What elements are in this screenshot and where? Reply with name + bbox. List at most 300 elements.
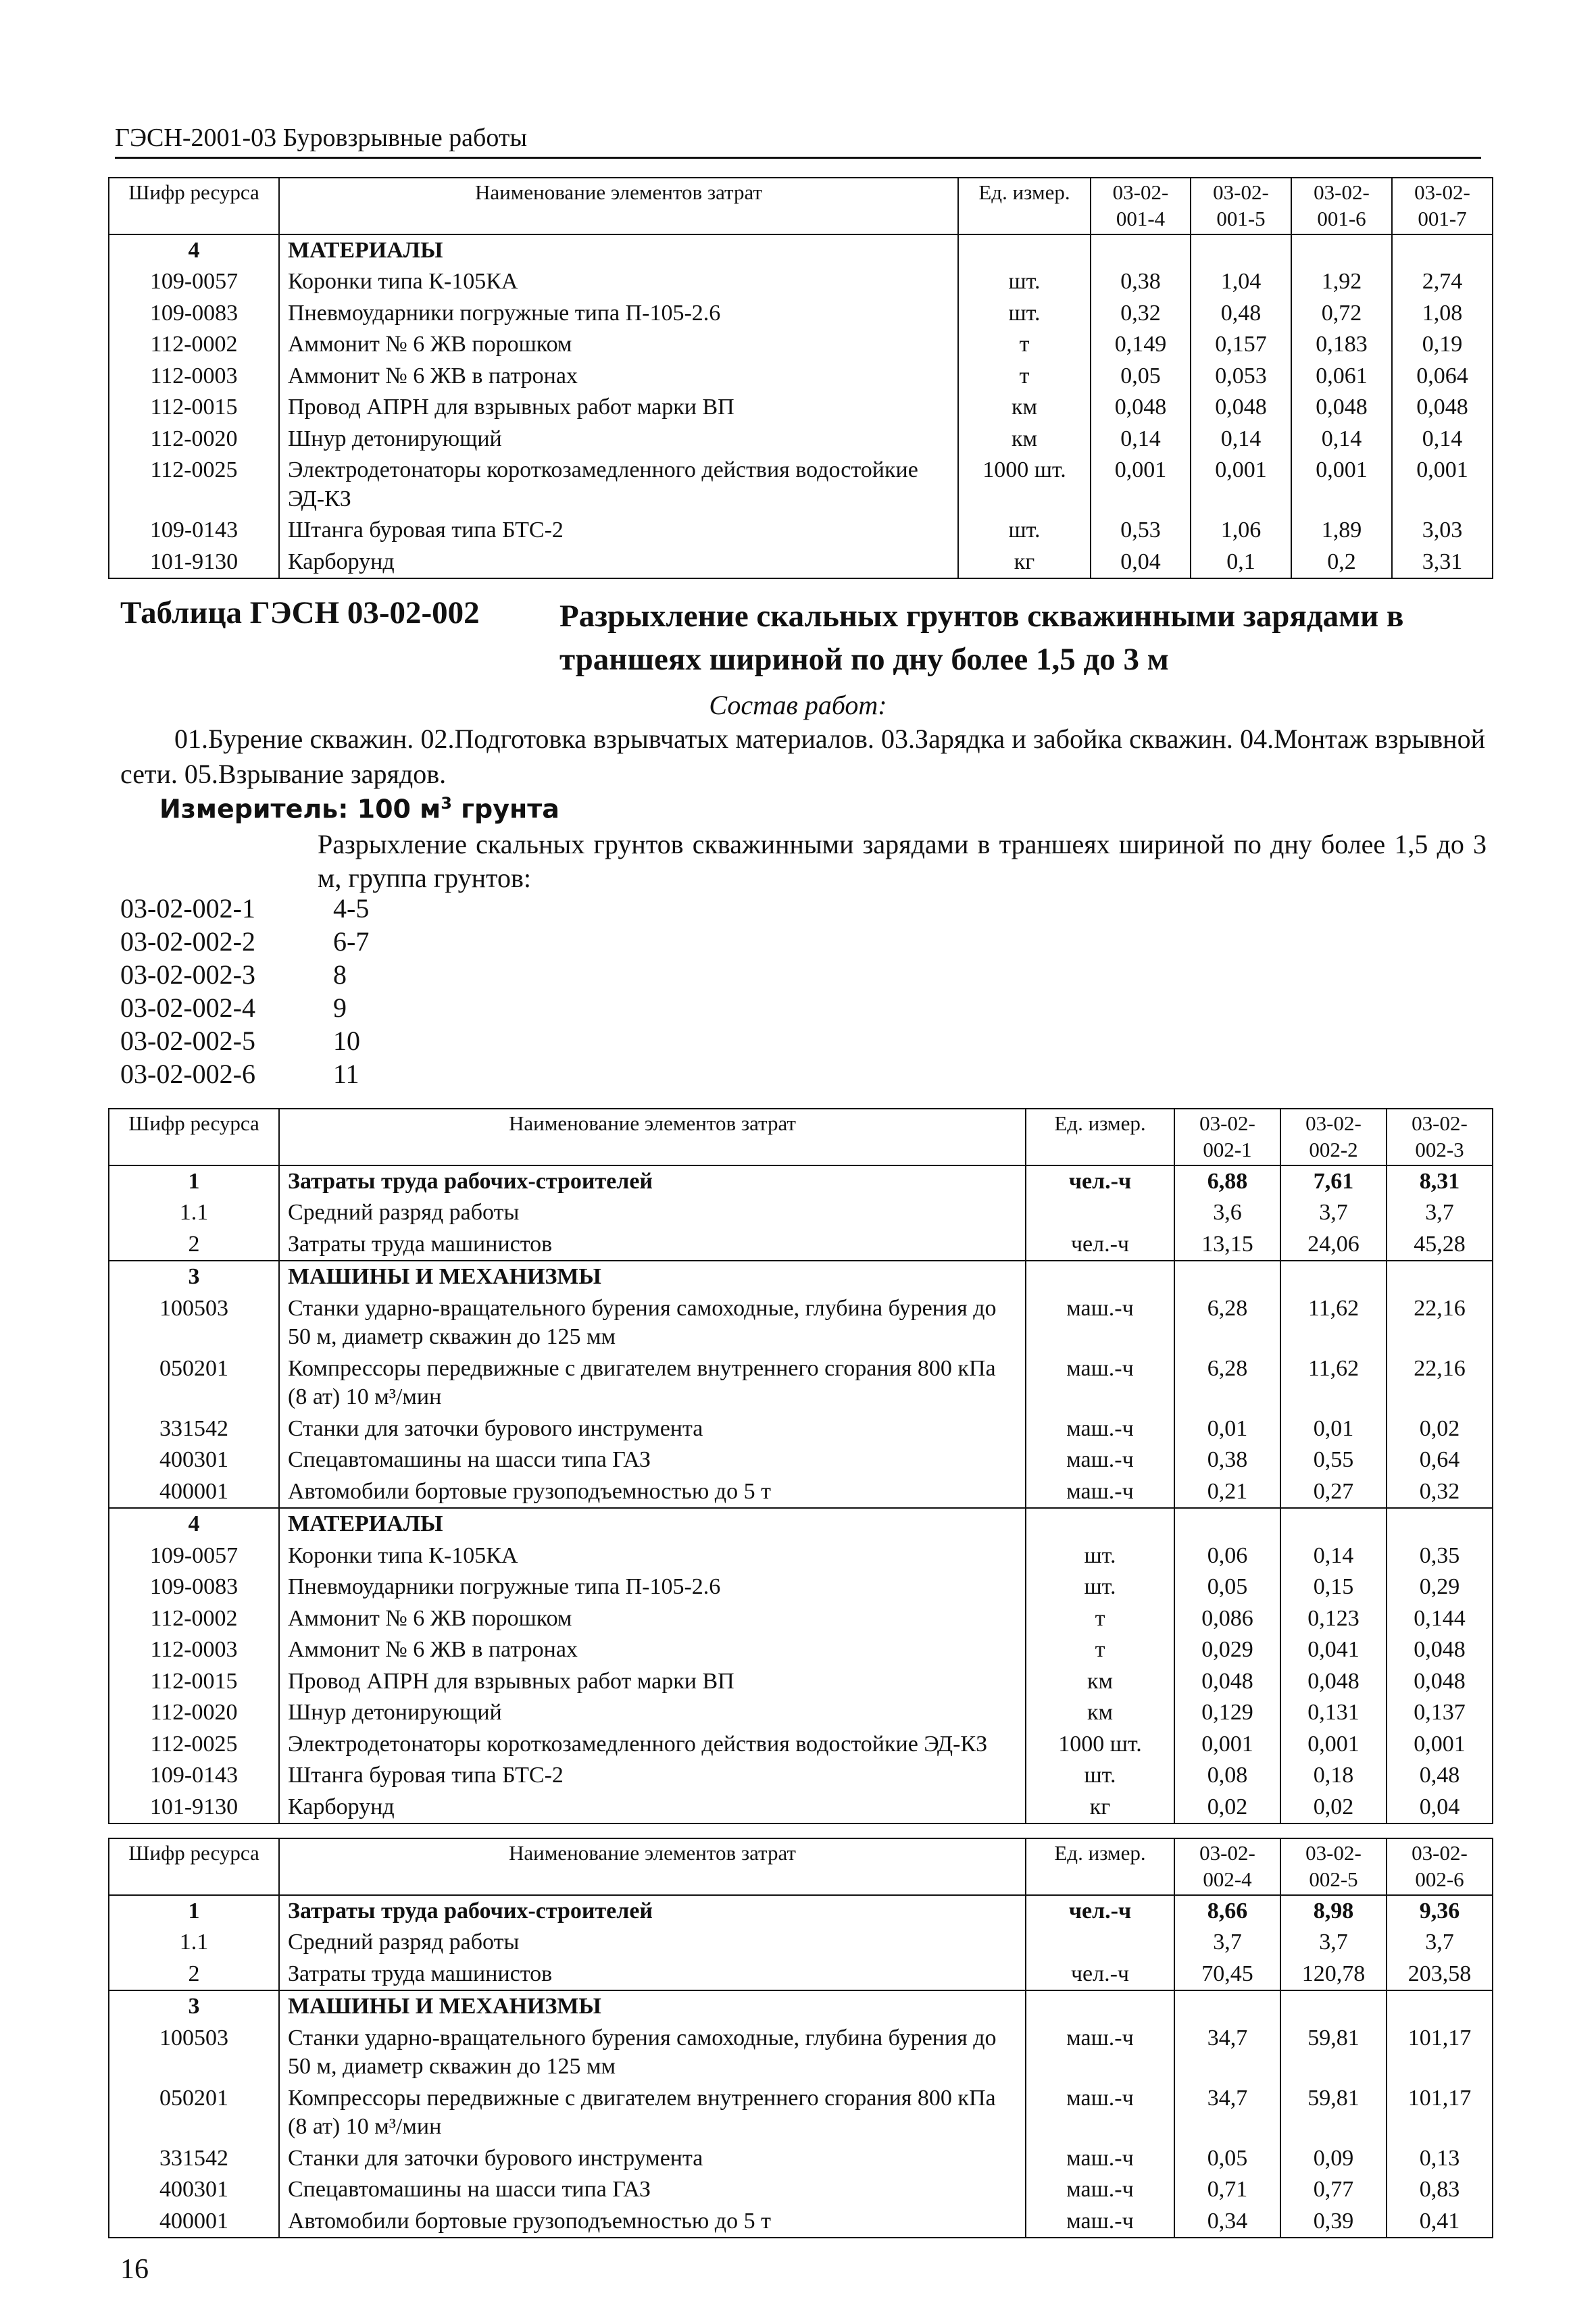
table-row: [109, 1571, 1493, 1603]
value-cell: 0,048: [1280, 1666, 1387, 1698]
table-row: [109, 455, 1493, 515]
unit-cell: т: [1026, 1603, 1174, 1635]
measure-sup: 3: [441, 794, 452, 813]
column-header: 03-02-002-4: [1174, 1838, 1280, 1895]
value-cell: 0,35: [1387, 1540, 1493, 1572]
table-row: [109, 1729, 1493, 1761]
value-cell: 3,7: [1280, 1927, 1387, 1959]
table-row: [109, 361, 1493, 393]
value-cell: 3,7: [1174, 1927, 1280, 1959]
cost-element-name: Автомобили бортовые грузоподъемностью до 5 т: [279, 2206, 1026, 2238]
value-cell: 3,03: [1392, 515, 1493, 547]
variant-row: [120, 892, 369, 925]
table-header-row: [109, 178, 1493, 234]
value-cell: [1091, 234, 1191, 267]
value-cell: [1392, 234, 1493, 267]
value-cell: 0,053: [1191, 361, 1291, 393]
value-cell: 0,15: [1280, 1571, 1387, 1603]
value-cell: 0,1: [1191, 547, 1291, 579]
variant-value: 10: [333, 1026, 360, 1056]
resource-code: 400001: [109, 2206, 279, 2238]
value-cell: 0,64: [1387, 1444, 1493, 1476]
value-cell: 0,048: [1091, 392, 1191, 424]
variant-value: 6-7: [333, 926, 370, 957]
value-cell: 6,88: [1174, 1165, 1280, 1198]
value-cell: 0,086: [1174, 1603, 1280, 1635]
column-header: Ед. измер.: [1026, 1109, 1174, 1165]
column-header: 03-02-002-3: [1387, 1109, 1493, 1165]
unit-cell: кг: [958, 547, 1091, 579]
value-cell: 0,05: [1091, 361, 1191, 393]
variant-value: 11: [333, 1059, 359, 1089]
value-cell: [1280, 1990, 1387, 2023]
value-cell: 0,29: [1387, 1571, 1493, 1603]
cost-element-name: Пневмоударники погружные типа П-105-2.6: [279, 1571, 1026, 1603]
resource-code: 4: [109, 234, 279, 267]
value-cell: 6,28: [1174, 1353, 1280, 1413]
value-cell: 0,02: [1387, 1413, 1493, 1445]
value-cell: 9,36: [1387, 1895, 1493, 1928]
value-cell: 8,98: [1280, 1895, 1387, 1928]
resource-code: 1.1: [109, 1927, 279, 1959]
unit-cell: [958, 234, 1091, 267]
unit-cell: чел.-ч: [1026, 1229, 1174, 1261]
cost-element-name: МАТЕРИАЛЫ: [279, 1508, 1026, 1540]
unit-cell: км: [958, 392, 1091, 424]
value-cell: 0,001: [1387, 1729, 1493, 1761]
value-cell: 0,19: [1392, 329, 1493, 361]
variant-code: 03-02-002-2: [120, 926, 255, 957]
value-cell: 22,16: [1387, 1293, 1493, 1353]
value-cell: 0,41: [1387, 2206, 1493, 2238]
column-header: 03-02-001-6: [1291, 178, 1392, 234]
table-row: [109, 1603, 1493, 1635]
unit-cell: шт.: [958, 266, 1091, 298]
resource-code: 3: [109, 1261, 279, 1293]
cost-element-name: МАШИНЫ И МЕХАНИЗМЫ: [279, 1261, 1026, 1293]
column-header: Шифр ресурса: [109, 1838, 279, 1895]
value-cell: 0,157: [1191, 329, 1291, 361]
resource-code: 112-0015: [109, 392, 279, 424]
cost-element-name: Шнур детонирующий: [279, 424, 958, 455]
value-cell: [1191, 234, 1291, 267]
value-cell: 101,17: [1387, 2023, 1493, 2083]
table-row: [109, 1895, 1493, 1928]
value-cell: 0,06: [1174, 1540, 1280, 1572]
value-cell: 0,83: [1387, 2174, 1493, 2206]
value-cell: 0,09: [1280, 2143, 1387, 2175]
variant-code: 03-02-002-5: [120, 1026, 255, 1056]
table-row: [109, 1760, 1493, 1792]
unit-cell: маш.-ч: [1026, 1476, 1174, 1509]
variant-row: [120, 991, 369, 1024]
cost-element-name: Коронки типа К-105КА: [279, 1540, 1026, 1572]
resource-table-1: [108, 177, 1493, 579]
resource-code: 050201: [109, 2083, 279, 2143]
unit-cell: шт.: [1026, 1540, 1174, 1572]
column-header: 03-02-001-5: [1191, 178, 1291, 234]
table-row: [109, 1666, 1493, 1698]
cost-element-name: Средний разряд работы: [279, 1927, 1026, 1959]
resource-table-2: [108, 1108, 1493, 1824]
unit-cell: маш.-ч: [1026, 2023, 1174, 2083]
value-cell: 0,029: [1174, 1634, 1280, 1666]
value-cell: 120,78: [1280, 1959, 1387, 1991]
column-header: Шифр ресурса: [109, 1109, 279, 1165]
value-cell: 0,55: [1280, 1444, 1387, 1476]
value-cell: [1174, 1990, 1280, 2023]
table-row: [109, 392, 1493, 424]
measure-prefix: Измеритель: 100 м: [159, 794, 441, 824]
value-cell: 70,45: [1174, 1959, 1280, 1991]
unit-cell: км: [1026, 1697, 1174, 1729]
cost-element-name: Спецавтомашины на шасси типа ГАЗ: [279, 1444, 1026, 1476]
resource-code: 400001: [109, 1476, 279, 1509]
value-cell: 0,48: [1387, 1760, 1493, 1792]
column-header: Наименование элементов затрат: [279, 1838, 1026, 1895]
table-row: [109, 329, 1493, 361]
value-cell: 0,32: [1091, 298, 1191, 330]
unit-cell: чел.-ч: [1026, 1959, 1174, 1991]
table-row: [109, 515, 1493, 547]
cost-element-name: Штанга буровая типа БТС-2: [279, 515, 958, 547]
value-cell: 0,144: [1387, 1603, 1493, 1635]
value-cell: 0,064: [1392, 361, 1493, 393]
value-cell: [1174, 1261, 1280, 1293]
value-cell: 0,18: [1280, 1760, 1387, 1792]
value-cell: 3,7: [1280, 1197, 1387, 1229]
value-cell: 8,66: [1174, 1895, 1280, 1928]
table-row: [109, 1353, 1493, 1413]
table-row: [109, 1197, 1493, 1229]
resource-code: 4: [109, 1508, 279, 1540]
table-row: [109, 1165, 1493, 1198]
table-row: [109, 2083, 1493, 2143]
value-cell: 0,21: [1174, 1476, 1280, 1509]
value-cell: 7,61: [1280, 1165, 1387, 1198]
resource-code: 109-0057: [109, 266, 279, 298]
resource-code: 109-0143: [109, 515, 279, 547]
cost-element-name: Аммонит № 6 ЖВ порошком: [279, 1603, 1026, 1635]
value-cell: 0,39: [1280, 2206, 1387, 2238]
value-cell: 6,28: [1174, 1293, 1280, 1353]
unit-cell: [1026, 1990, 1174, 2023]
cost-element-name: Шнур детонирующий: [279, 1697, 1026, 1729]
value-cell: 0,001: [1174, 1729, 1280, 1761]
column-header: 03-02-002-2: [1280, 1109, 1387, 1165]
unit-cell: чел.-ч: [1026, 1165, 1174, 1198]
variant-value: 8: [333, 959, 347, 990]
value-cell: 0,048: [1387, 1634, 1493, 1666]
variant-code: 03-02-002-6: [120, 1059, 255, 1089]
column-header: Шифр ресурса: [109, 178, 279, 234]
value-cell: 0,048: [1392, 392, 1493, 424]
unit-cell: кг: [1026, 1792, 1174, 1824]
value-cell: 1,04: [1191, 266, 1291, 298]
table-row: [109, 1990, 1493, 2023]
cost-element-name: Электродетонаторы короткозамедленного действия водостойкие ЭД-КЗ: [279, 1729, 1026, 1761]
resource-code: 1: [109, 1895, 279, 1928]
resource-code: 2: [109, 1959, 279, 1991]
value-cell: 0,05: [1174, 1571, 1280, 1603]
value-cell: 3,7: [1387, 1927, 1493, 1959]
table-header-row: [109, 1838, 1493, 1895]
value-cell: 1,06: [1191, 515, 1291, 547]
cost-element-name: Компрессоры передвижные с двигателем внутреннего сгорания 800 кПа (8 ат) 10 м³/мин: [279, 2083, 1026, 2143]
value-cell: 1,92: [1291, 266, 1392, 298]
resource-code: 100503: [109, 1293, 279, 1353]
table-row: [109, 1540, 1493, 1572]
unit-cell: чел.-ч: [1026, 1895, 1174, 1928]
value-cell: 0,001: [1280, 1729, 1387, 1761]
cost-element-name: Аммонит № 6 ЖВ в патронах: [279, 361, 958, 393]
unit-cell: шт.: [958, 298, 1091, 330]
unit-cell: км: [958, 424, 1091, 455]
value-cell: 0,14: [1280, 1540, 1387, 1572]
resource-code: 109-0057: [109, 1540, 279, 1572]
cost-element-name: Аммонит № 6 ЖВ порошком: [279, 329, 958, 361]
table-row: [109, 2206, 1493, 2238]
cost-element-name: Электродетонаторы короткозамедленного действия водостойкие ЭД-КЗ: [279, 455, 958, 515]
resource-table-3: [108, 1838, 1493, 2238]
composition-label: Состав работ:: [709, 690, 887, 720]
value-cell: 8,31: [1387, 1165, 1493, 1198]
value-cell: [1387, 1508, 1493, 1540]
value-cell: 2,74: [1392, 266, 1493, 298]
table-row: [109, 1697, 1493, 1729]
cost-element-name: Карборунд: [279, 547, 958, 579]
unit-cell: шт.: [1026, 1571, 1174, 1603]
value-cell: 24,06: [1280, 1229, 1387, 1261]
value-cell: 0,01: [1174, 1413, 1280, 1445]
value-cell: [1280, 1508, 1387, 1540]
value-cell: 0,001: [1191, 455, 1291, 515]
value-cell: 101,17: [1387, 2083, 1493, 2143]
value-cell: 0,001: [1291, 455, 1392, 515]
cost-element-name: МАТЕРИАЛЫ: [279, 234, 958, 267]
measure-unit: [159, 794, 559, 824]
variant-code: 03-02-002-1: [120, 893, 255, 924]
variant-value: 4-5: [333, 893, 370, 924]
value-cell: 0,04: [1387, 1792, 1493, 1824]
value-cell: 0,13: [1387, 2143, 1493, 2175]
resource-code: 1: [109, 1165, 279, 1198]
table-header-row: [109, 1109, 1493, 1165]
value-cell: 13,15: [1174, 1229, 1280, 1261]
value-cell: 0,001: [1091, 455, 1191, 515]
resource-code: 109-0143: [109, 1760, 279, 1792]
value-cell: 34,7: [1174, 2083, 1280, 2143]
value-cell: 45,28: [1387, 1229, 1493, 1261]
value-cell: 0,02: [1280, 1792, 1387, 1824]
unit-cell: маш.-ч: [1026, 2083, 1174, 2143]
value-cell: 0,34: [1174, 2206, 1280, 2238]
value-cell: 0,048: [1387, 1666, 1493, 1698]
value-cell: 0,14: [1091, 424, 1191, 455]
variant-row: [120, 1024, 369, 1057]
column-header: Наименование элементов затрат: [279, 178, 958, 234]
value-cell: 203,58: [1387, 1959, 1493, 1991]
variant-code: 03-02-002-3: [120, 959, 255, 990]
variant-code: 03-02-002-4: [120, 992, 255, 1023]
cost-element-name: Спецавтомашины на шасси типа ГАЗ: [279, 2174, 1026, 2206]
value-cell: 34,7: [1174, 2023, 1280, 2083]
value-cell: 0,02: [1174, 1792, 1280, 1824]
value-cell: 11,62: [1280, 1353, 1387, 1413]
value-cell: [1174, 1508, 1280, 1540]
unit-cell: маш.-ч: [1026, 1413, 1174, 1445]
column-header: Ед. измер.: [958, 178, 1091, 234]
cost-element-name: Станки для заточки бурового инструмента: [279, 1413, 1026, 1445]
value-cell: 0,27: [1280, 1476, 1387, 1509]
resource-code: 400301: [109, 2174, 279, 2206]
value-cell: 1,08: [1392, 298, 1493, 330]
resource-code: 112-0002: [109, 329, 279, 361]
cost-element-name: Провод АПРН для взрывных работ марки ВП: [279, 392, 958, 424]
value-cell: 0,38: [1174, 1444, 1280, 1476]
table-row: [109, 2174, 1493, 2206]
resource-code: 331542: [109, 2143, 279, 2175]
cost-element-name: Затраты труда рабочих-строителей: [279, 1895, 1026, 1928]
resource-code: 112-0003: [109, 1634, 279, 1666]
table-row: [109, 234, 1493, 267]
unit-cell: шт.: [1026, 1760, 1174, 1792]
cost-element-name: МАШИНЫ И МЕХАНИЗМЫ: [279, 1990, 1026, 2023]
value-cell: 0,048: [1191, 392, 1291, 424]
table-row: [109, 1634, 1493, 1666]
table-description: Разрыхление скальных грунтов скважинными зарядами в траншеях шириной по дну более 1,5 до 3 м, группа грунтов:: [318, 829, 1487, 893]
value-cell: 0,061: [1291, 361, 1392, 393]
value-cell: 0,129: [1174, 1697, 1280, 1729]
value-cell: 0,041: [1280, 1634, 1387, 1666]
value-cell: 0,71: [1174, 2174, 1280, 2206]
resource-code: 109-0083: [109, 298, 279, 330]
unit-cell: [1026, 1927, 1174, 1959]
column-header: 03-02-002-1: [1174, 1109, 1280, 1165]
unit-cell: маш.-ч: [1026, 2143, 1174, 2175]
value-cell: 1,89: [1291, 515, 1392, 547]
value-cell: 0,53: [1091, 515, 1191, 547]
variant-row: [120, 958, 369, 991]
value-cell: 0,14: [1191, 424, 1291, 455]
value-cell: 3,31: [1392, 547, 1493, 579]
unit-cell: шт.: [958, 515, 1091, 547]
value-cell: 0,048: [1291, 392, 1392, 424]
cost-element-name: Штанга буровая типа БТС-2: [279, 1760, 1026, 1792]
unit-cell: км: [1026, 1666, 1174, 1698]
value-cell: 0,08: [1174, 1760, 1280, 1792]
value-cell: 0,32: [1387, 1476, 1493, 1509]
cost-element-name: Станки ударно-вращательного бурения самоходные, глубина бурения до 50 м, диаметр скважин до 125 мм: [279, 1293, 1026, 1353]
table-row: [109, 424, 1493, 455]
works-list: 01.Бурение скважин. 02.Подготовка взрывчатых материалов. 03.Зарядка и забойка скважин. 04.Монтаж взрывной сети. 05.Взрывание зарядов.: [120, 724, 1485, 789]
page-header: ГЭСН-2001-03 Буровзрывные работы: [115, 123, 1481, 159]
table-title-label: Таблица ГЭСН 03-02-002: [120, 595, 480, 630]
resource-code: 112-0020: [109, 1697, 279, 1729]
value-cell: 0,001: [1392, 455, 1493, 515]
value-cell: 0,2: [1291, 547, 1392, 579]
table-row: [109, 266, 1493, 298]
resource-code: 101-9130: [109, 1792, 279, 1824]
cost-element-name: Провод АПРН для взрывных работ марки ВП: [279, 1666, 1026, 1698]
table-row: [109, 2023, 1493, 2083]
value-cell: 0,123: [1280, 1603, 1387, 1635]
value-cell: 22,16: [1387, 1353, 1493, 1413]
cost-element-name: Аммонит № 6 ЖВ в патронах: [279, 1634, 1026, 1666]
cost-element-name: Затраты труда машинистов: [279, 1229, 1026, 1261]
variant-row: [120, 1057, 369, 1090]
table-row: [109, 1476, 1493, 1509]
table-row: [109, 547, 1493, 579]
table-row: [109, 1508, 1493, 1540]
unit-cell: маш.-ч: [1026, 1293, 1174, 1353]
table-row: [109, 1959, 1493, 1991]
resource-code: 112-0020: [109, 424, 279, 455]
resource-code: 2: [109, 1229, 279, 1261]
table-row: [109, 1444, 1493, 1476]
table-title-heading: Разрыхление скальных грунтов скважинными зарядами в траншеях шириной по дну более 1,5 до 3 м: [559, 599, 1404, 677]
value-cell: 0,14: [1291, 424, 1392, 455]
table-row: [109, 298, 1493, 330]
unit-cell: 1000 шт.: [958, 455, 1091, 515]
column-header: 03-02-002-5: [1280, 1838, 1387, 1895]
resource-code: 109-0083: [109, 1571, 279, 1603]
unit-cell: т: [958, 329, 1091, 361]
resource-code: 400301: [109, 1444, 279, 1476]
unit-cell: маш.-ч: [1026, 2174, 1174, 2206]
resource-code: 3: [109, 1990, 279, 2023]
column-header: 03-02-001-4: [1091, 178, 1191, 234]
unit-cell: [1026, 1508, 1174, 1540]
value-cell: 0,38: [1091, 266, 1191, 298]
value-cell: [1387, 1990, 1493, 2023]
value-cell: 0,01: [1280, 1413, 1387, 1445]
value-cell: [1291, 234, 1392, 267]
resource-code: 112-0003: [109, 361, 279, 393]
value-cell: 0,048: [1174, 1666, 1280, 1698]
table-row: [109, 2143, 1493, 2175]
value-cell: 0,183: [1291, 329, 1392, 361]
table-row: [109, 1229, 1493, 1261]
value-cell: 0,72: [1291, 298, 1392, 330]
resource-code: 112-0025: [109, 1729, 279, 1761]
resource-code: 112-0002: [109, 1603, 279, 1635]
unit-cell: [1026, 1261, 1174, 1293]
table-row: [109, 1261, 1493, 1293]
value-cell: 0,77: [1280, 2174, 1387, 2206]
column-header: Ед. измер.: [1026, 1838, 1174, 1895]
page-number: 16: [120, 2254, 149, 2285]
value-cell: [1387, 1261, 1493, 1293]
variant-row: [120, 925, 369, 958]
value-cell: 0,149: [1091, 329, 1191, 361]
value-cell: 0,14: [1392, 424, 1493, 455]
value-cell: [1280, 1261, 1387, 1293]
unit-cell: маш.-ч: [1026, 2206, 1174, 2238]
unit-cell: т: [958, 361, 1091, 393]
value-cell: 0,05: [1174, 2143, 1280, 2175]
resource-code: 112-0025: [109, 455, 279, 515]
cost-element-name: Станки ударно-вращательного бурения самоходные, глубина бурения до 50 м, диаметр скважин до 125 мм: [279, 2023, 1026, 2083]
cost-element-name: Коронки типа К-105КА: [279, 266, 958, 298]
table-row: [109, 1792, 1493, 1824]
resource-code: 100503: [109, 2023, 279, 2083]
unit-cell: [1026, 1197, 1174, 1229]
table-row: [109, 1293, 1493, 1353]
value-cell: 59,81: [1280, 2023, 1387, 2083]
column-header: Наименование элементов затрат: [279, 1109, 1026, 1165]
cost-element-name: Компрессоры передвижные с двигателем внутреннего сгорания 800 кПа (8 ат) 10 м³/мин: [279, 1353, 1026, 1413]
